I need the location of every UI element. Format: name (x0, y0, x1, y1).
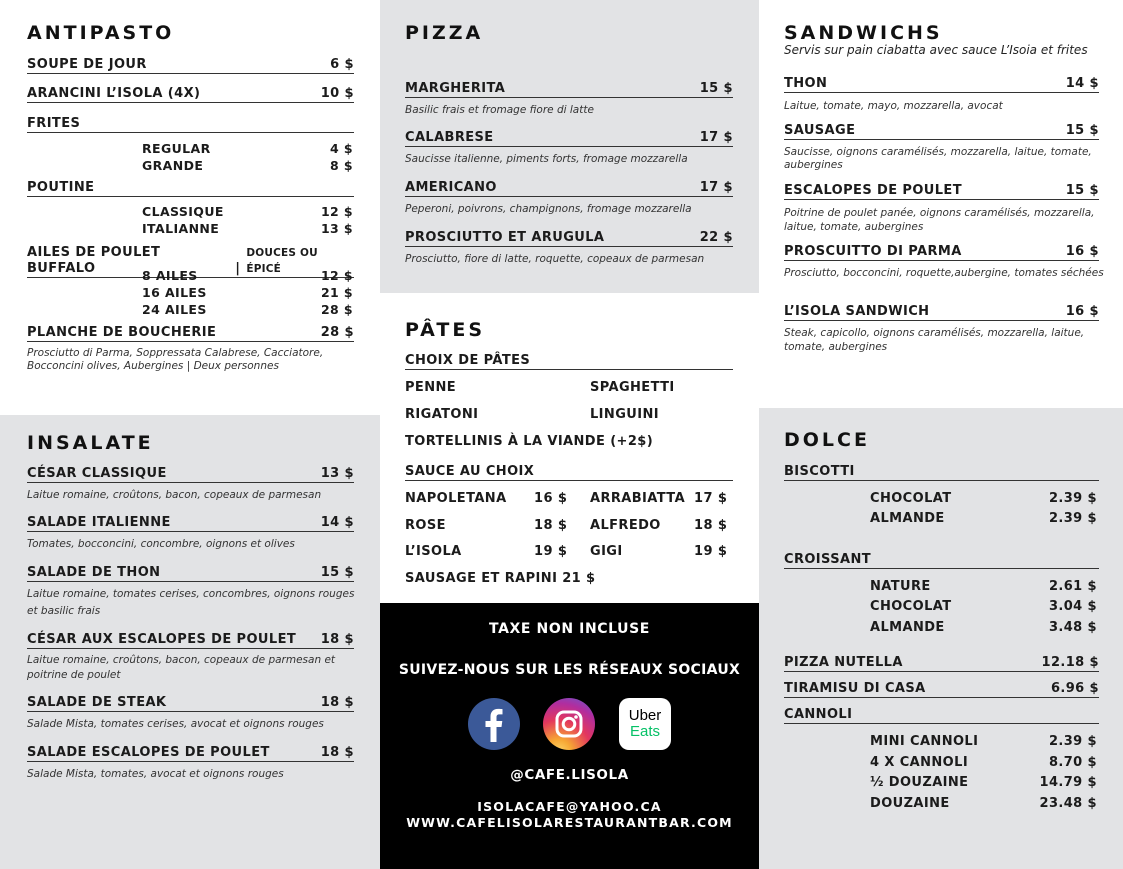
menu-item-arancini (27, 86, 354, 103)
sub-item (142, 268, 353, 284)
menu-item-soupe (27, 57, 354, 74)
item-description: Prosciutto, fiore di latte, roquette, copeaux de parmesan (405, 253, 705, 265)
sandwichs-section (759, 0, 1123, 408)
item-description: Laitue romaine, croûtons, bacon, copeaux de parmesan (27, 489, 322, 501)
sub-item-name: NATURE (870, 579, 931, 594)
item-description: Basilic frais et fromage fiore di latte (405, 104, 594, 116)
item-description: Peperoni, poivrons, champignons, fromage mozzarella (405, 203, 692, 215)
item-price: 13 $ (320, 466, 354, 481)
sub-item (870, 491, 1097, 507)
sub-item-name: 24 AILES (142, 302, 207, 317)
sub-item-price: 4 $ (330, 141, 353, 156)
item-description: Prosciutto di Parma, Soppressata Calabrese, Cacciatore, Bocconcini olives, Aubergines | Deux personnes (27, 347, 324, 372)
item-name: SAUSAGE (784, 123, 856, 138)
sauce-name: L’ISOLA (405, 544, 462, 559)
sauce-price: 18 $ (534, 518, 568, 533)
sub-item (870, 734, 1097, 750)
sub-item-price: 8.70 $ (1048, 755, 1097, 770)
facebook-glyph (468, 698, 520, 750)
item-name: CALABRESE (405, 130, 494, 145)
facebook-icon[interactable] (468, 698, 520, 750)
section-title: SANDWICHS (784, 22, 943, 44)
sub-item-price: 12 $ (320, 268, 353, 283)
menu-item-nutella (784, 655, 1099, 672)
sauce-price: 17 $ (694, 491, 728, 506)
menu-item-frites (27, 116, 354, 133)
menu-item (405, 81, 733, 98)
item-name: AMERICANO (405, 180, 497, 195)
sub-item-price: 2.61 $ (1048, 579, 1097, 594)
menu-item (784, 123, 1099, 140)
sub-item (870, 775, 1097, 791)
menu-item-cannoli (784, 707, 1099, 724)
instagram-icon[interactable] (543, 698, 595, 750)
item-description: Saucisse italienne, piments forts, fromage mozzarella (405, 153, 688, 165)
item-price: 28 $ (320, 325, 354, 340)
menu-item (784, 244, 1099, 261)
tax-notice: TAXE NON INCLUSE (489, 621, 650, 637)
sub-item-name: REGULAR (142, 141, 211, 156)
eats-label: Eats (629, 723, 660, 740)
sub-item-price: 3.04 $ (1048, 599, 1097, 614)
sub-item (870, 796, 1097, 812)
sub-item (870, 579, 1097, 595)
item-price: 17 $ (699, 180, 733, 195)
menu-item (27, 565, 354, 582)
menu-item (27, 632, 354, 649)
sub-item-price: 12 $ (320, 204, 353, 219)
section-subtitle: Servis sur pain ciabatta avec sauce L’Isoia et frites (784, 43, 1088, 57)
pasta-option: PENNE (405, 380, 457, 395)
sauce-price: 18 $ (694, 518, 728, 533)
sub-item (142, 141, 353, 157)
footer-section (380, 603, 759, 869)
item-name: FRITES (27, 116, 81, 131)
sub-item (142, 158, 353, 174)
dolce-section (759, 408, 1123, 869)
item-price: 6.96 $ (1050, 681, 1099, 696)
item-name: ESCALOPES DE POULET (784, 183, 962, 198)
sub-item (142, 285, 353, 301)
sub-item-price: 21 $ (320, 285, 353, 300)
item-description: Laitue romaine, tomates cerises, concombres, oignons rouges et basilic frais (27, 588, 355, 617)
item-description: Tomates, bocconcini, concombre, oignons et olives (27, 538, 295, 550)
sub-item-name: ITALIANNE (142, 221, 220, 236)
sub-item-name: 4 X CANNOLI (870, 755, 969, 770)
item-price: 12.18 $ (1041, 655, 1099, 670)
sauce-name: NAPOLETANA (405, 491, 507, 506)
item-price: 10 $ (320, 86, 354, 101)
sauce-price: 19 $ (534, 544, 568, 559)
item-description: Salade Mista, tomates cerises, avocat et oignons rouges (27, 718, 324, 730)
menu-item-tiramisu (784, 681, 1099, 698)
item-price: 14 $ (320, 515, 354, 530)
sub-item (142, 302, 353, 318)
social-handle: @CAFE.LISOLA (510, 767, 629, 783)
item-name: CROISSANT (784, 552, 871, 567)
antipasto-section (0, 0, 380, 415)
sub-item (870, 620, 1097, 636)
sub-item-name: CHOCOLAT (870, 491, 952, 506)
item-price: 14 $ (1065, 76, 1099, 91)
item-price: 17 $ (699, 130, 733, 145)
social-heading: SUIVEZ-NOUS SUR LES RÉSEAUX SOCIAUX (398, 662, 741, 678)
item-name: SALADE ESCALOPES DE POULET (27, 745, 270, 760)
item-name: SALADE ITALIENNE (27, 515, 171, 530)
item-name: L’ISOLA SANDWICH (784, 304, 930, 319)
sub-item-price: 2.39 $ (1048, 734, 1097, 749)
menu-item (405, 130, 733, 147)
pasta-choice-header (405, 353, 733, 370)
item-price: 18 $ (320, 745, 354, 760)
pizza-section (380, 0, 759, 293)
menu-item (27, 515, 354, 532)
sub-item-name: ALMANDE (870, 620, 945, 635)
item-price: 16 $ (1065, 304, 1099, 319)
sauce-name: ALFREDO (590, 518, 661, 533)
sub-item (870, 755, 1097, 771)
item-price: 15 $ (1065, 183, 1099, 198)
section-title: PIZZA (405, 22, 484, 44)
menu-item (405, 230, 733, 247)
item-name: PLANCHE DE BOUCHERIE (27, 325, 217, 340)
sub-item-price: 13 $ (320, 221, 353, 236)
insalate-section (0, 415, 380, 869)
item-price: 6 $ (330, 57, 354, 72)
item-description: Prosciutto, bocconcini, roquette,aubergine, tomates séchées (784, 267, 1104, 279)
sub-item-price: 2.39 $ (1048, 491, 1097, 506)
item-name: PIZZA NUTELLA (784, 655, 903, 670)
item-description: Saucisse, oignons caramélisés, mozzarella, laitue, tomate, aubergines (784, 146, 1092, 171)
sub-item-price: 28 $ (320, 302, 353, 317)
sub-item (870, 511, 1097, 527)
item-price: 18 $ (320, 695, 354, 710)
sub-item-price: 8 $ (330, 158, 353, 173)
item-description: Salade Mista, tomates, avocat et oignons rouges (27, 768, 284, 780)
menu-item (784, 304, 1099, 321)
sub-item-name: DOUZAINE (870, 796, 950, 811)
menu-item (27, 695, 354, 712)
email: ISOLACAFE@YAHOO.CA (477, 799, 662, 814)
sub-item (142, 204, 353, 220)
sub-item (870, 599, 1097, 615)
item-name: CÉSAR AUX ESCALOPES DE POULET (27, 632, 297, 647)
section-title: PÂTES (405, 319, 486, 341)
item-name: SALADE DE THON (27, 565, 161, 580)
menu-item-poutine (27, 180, 354, 197)
sub-item-name: CHOCOLAT (870, 599, 952, 614)
uber-eats-icon[interactable] (619, 698, 671, 750)
menu-item (27, 466, 354, 483)
pasta-option: SPAGHETTI (590, 380, 675, 395)
menu-item (405, 180, 733, 197)
item-name: SALADE DE STEAK (27, 695, 167, 710)
menu-item (27, 745, 354, 762)
menu-item (784, 183, 1099, 200)
instagram-glyph (543, 698, 595, 750)
item-price: 15 $ (699, 81, 733, 96)
pasta-option: RIGATONI (405, 407, 479, 422)
item-price: 18 $ (320, 632, 354, 647)
sub-item-name: 16 AILES (142, 285, 207, 300)
website: WWW.CAFELISOLARESTAURANTBAR.COM (406, 815, 733, 830)
section-title: DOLCE (784, 429, 870, 451)
item-description: Laitue, tomate, mayo, mozzarella, avocat (784, 100, 1003, 112)
menu-item (784, 76, 1099, 93)
item-price: 16 $ (1065, 244, 1099, 259)
pasta-special: SAUSAGE ET RAPINI 21 $ (405, 571, 596, 586)
sub-item-price: 14.79 $ (1039, 775, 1097, 790)
pates-section (380, 293, 759, 603)
item-name: CÉSAR CLASSIQUE (27, 466, 167, 481)
sauce-name: ARRABIATTA (590, 491, 686, 506)
sub-item-name: 8 AILES (142, 268, 198, 283)
menu-item-biscotti (784, 464, 1099, 481)
sub-item-name: CLASSIQUE (142, 204, 224, 219)
item-name: BISCOTTI (784, 464, 855, 479)
pasta-option: LINGUINI (590, 407, 659, 422)
uber-label: Uber (628, 707, 662, 724)
sub-item-name: ½ DOUZAINE (870, 775, 969, 790)
sub-item-price: 3.48 $ (1048, 620, 1097, 635)
item-description: Poitrine de poulet panée, oignons caramélisés, mozzarella, laitue, tomate, aubergines (784, 207, 1095, 233)
item-name: TIRAMISU DI CASA (784, 681, 926, 696)
sub-item-name: MINI CANNOLI (870, 734, 979, 749)
separator: | (235, 261, 241, 276)
item-description: Steak, capicollo, oignons caramélisés, mozzarella, laitue, tomate, aubergines (784, 327, 1085, 353)
sauce-price: 16 $ (534, 491, 568, 506)
sauce-name: GIGI (590, 544, 623, 559)
sauce-choice-header (405, 464, 733, 481)
item-description: Laitue romaine, croûtons, bacon, copeaux de parmesan et poitrine de poulet (27, 654, 336, 681)
item-name: PROSCIUTTO ET ARUGULA (405, 230, 605, 245)
header-label: CHOIX DE PÂTES (405, 353, 531, 368)
sub-item-name: GRANDE (142, 158, 204, 173)
item-tag: DOUCES OU ÉPICÉ (246, 247, 318, 275)
sub-item-name: ALMANDE (870, 511, 945, 526)
item-price: 15 $ (320, 565, 354, 580)
item-name: PROSCUITTO DI PARMA (784, 244, 962, 259)
item-name: MARGHERITA (405, 81, 506, 96)
sauce-name: ROSE (405, 518, 446, 533)
menu-item-planche (27, 325, 354, 342)
pasta-option: TORTELLINIS À LA VIANDE (+2$) (405, 434, 654, 449)
item-name: SOUPE DE JOUR (27, 57, 147, 72)
sub-item (142, 221, 353, 237)
menu-item-croissant (784, 552, 1099, 569)
item-price: 15 $ (1065, 123, 1099, 138)
item-price: 22 $ (699, 230, 733, 245)
header-label: SAUCE AU CHOIX (405, 464, 535, 479)
item-name: ARANCINI L’ISOLA (4X) (27, 86, 201, 101)
section-title: INSALATE (27, 432, 154, 454)
sauce-price: 19 $ (694, 544, 728, 559)
sub-item-price: 2.39 $ (1048, 511, 1097, 526)
item-name: AILES DE POULET BUFFALO (27, 245, 161, 276)
section-title: ANTIPASTO (27, 22, 175, 44)
item-name: CANNOLI (784, 707, 853, 722)
sub-item-price: 23.48 $ (1039, 796, 1097, 811)
item-name: POUTINE (27, 180, 95, 195)
item-name: THON (784, 76, 828, 91)
